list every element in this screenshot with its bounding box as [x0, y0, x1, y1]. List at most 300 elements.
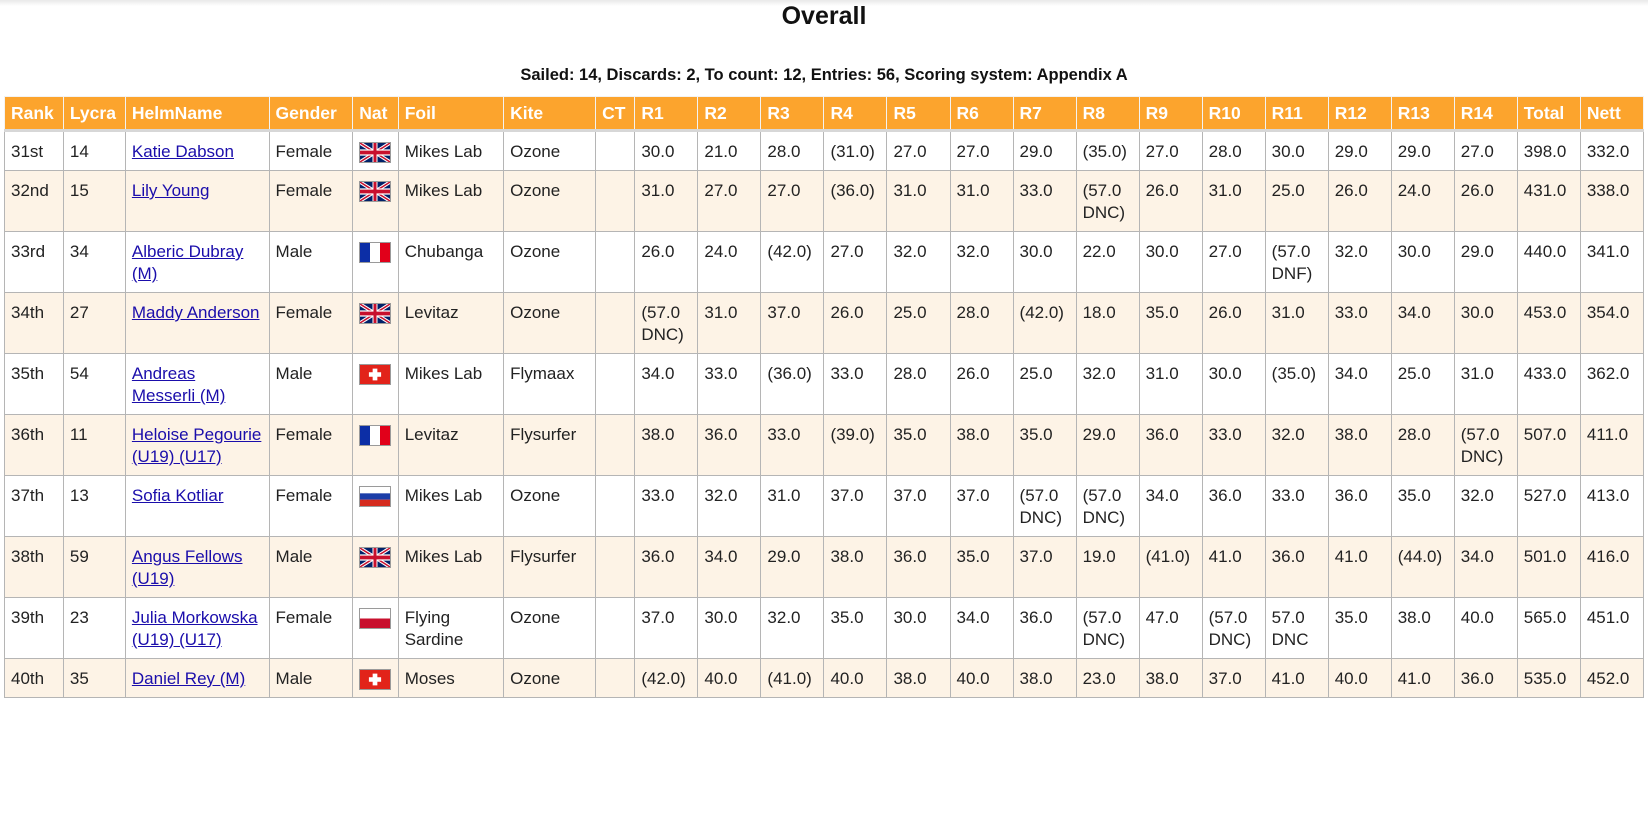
nett-cell: 411.0 [1580, 415, 1643, 476]
total-cell: 453.0 [1517, 293, 1580, 354]
helm-name-cell [125, 659, 269, 698]
col-header-r14[interactable]: R14 [1454, 97, 1517, 131]
gender-cell: Female [269, 131, 353, 171]
flag-pol-icon [359, 608, 391, 629]
table-row [5, 293, 1644, 354]
race-14-score: 30.0 [1454, 293, 1517, 354]
race-9-score: (41.0) [1139, 537, 1202, 598]
race-9-score: 35.0 [1139, 293, 1202, 354]
race-11-score: 36.0 [1265, 537, 1328, 598]
race-8-score: (57.0 DNC) [1076, 171, 1139, 232]
rank-cell: 38th [5, 537, 64, 598]
gender-cell: Female [269, 415, 353, 476]
nat-cell [353, 598, 398, 659]
foil-cell: Levitaz [398, 415, 503, 476]
race-5-score: 37.0 [887, 476, 950, 537]
flag-sui-icon [359, 364, 391, 385]
helm-name-cell [125, 293, 269, 354]
race-6-score: 40.0 [950, 659, 1013, 698]
rank-cell: 39th [5, 598, 64, 659]
race-10-score: 27.0 [1202, 232, 1265, 293]
nat-cell [353, 415, 398, 476]
race-7-score: 38.0 [1013, 659, 1076, 698]
race-10-score: 28.0 [1202, 131, 1265, 171]
nat-cell [353, 354, 398, 415]
race-2-score: 32.0 [698, 476, 761, 537]
race-4-score: 27.0 [824, 232, 887, 293]
ct-cell [596, 415, 635, 476]
page-title: Overall [781, 2, 867, 30]
col-header-total[interactable]: Total [1517, 97, 1580, 131]
nat-cell [353, 171, 398, 232]
race-13-score: 35.0 [1391, 476, 1454, 537]
race-5-score: 32.0 [887, 232, 950, 293]
race-12-score: 32.0 [1328, 232, 1391, 293]
col-header-r5[interactable]: R5 [887, 97, 950, 131]
rank-cell: 31st [5, 131, 64, 171]
race-2-score: 36.0 [698, 415, 761, 476]
race-11-score: 30.0 [1265, 131, 1328, 171]
race-2-score: 30.0 [698, 598, 761, 659]
race-9-score: 26.0 [1139, 171, 1202, 232]
race-8-score: (57.0 DNC) [1076, 598, 1139, 659]
race-11-score: (35.0) [1265, 354, 1328, 415]
race-13-score: 28.0 [1391, 415, 1454, 476]
race-14-score: (57.0 DNC) [1454, 415, 1517, 476]
race-14-score: 40.0 [1454, 598, 1517, 659]
col-header-r11[interactable]: R11 [1265, 97, 1328, 131]
race-6-score: 38.0 [950, 415, 1013, 476]
nett-cell: 332.0 [1580, 131, 1643, 171]
race-14-score: 26.0 [1454, 171, 1517, 232]
helm-name-cell [125, 537, 269, 598]
col-header-nat[interactable]: Nat [353, 97, 398, 131]
helm-name-cell [125, 415, 269, 476]
race-7-score: 36.0 [1013, 598, 1076, 659]
results-body [5, 131, 1644, 698]
gender-cell: Female [269, 476, 353, 537]
helm-name-cell [125, 354, 269, 415]
race-10-score: 36.0 [1202, 476, 1265, 537]
ct-cell [596, 171, 635, 232]
nett-cell: 338.0 [1580, 171, 1643, 232]
race-5-score: 25.0 [887, 293, 950, 354]
kite-cell: Ozone [504, 131, 596, 171]
race-7-score: 29.0 [1013, 131, 1076, 171]
total-cell: 501.0 [1517, 537, 1580, 598]
race-8-score: 18.0 [1076, 293, 1139, 354]
col-header-r13[interactable]: R13 [1391, 97, 1454, 131]
race-5-score: 27.0 [887, 131, 950, 171]
race-13-score: 25.0 [1391, 354, 1454, 415]
kite-cell: Ozone [504, 659, 596, 698]
foil-cell: Flying Sardine [398, 598, 503, 659]
race-2-score: 40.0 [698, 659, 761, 698]
race-6-score: 27.0 [950, 131, 1013, 171]
total-cell: 431.0 [1517, 171, 1580, 232]
table-row [5, 131, 1644, 171]
helm-name-link[interactable]: Julia Morkowska (U19) (U17) [131, 608, 258, 649]
race-5-score: 30.0 [887, 598, 950, 659]
race-4-score: (31.0) [824, 131, 887, 171]
total-cell: 440.0 [1517, 232, 1580, 293]
foil-cell: Levitaz [398, 293, 503, 354]
flag-rus-icon [359, 486, 391, 507]
race-10-score: 26.0 [1202, 293, 1265, 354]
col-header-foil[interactable]: Foil [398, 97, 503, 131]
col-header-r8[interactable]: R8 [1076, 97, 1139, 131]
nett-cell: 416.0 [1580, 537, 1643, 598]
race-10-score: 37.0 [1202, 659, 1265, 698]
col-header-helmname[interactable]: HelmName [125, 97, 269, 131]
nat-cell [353, 476, 398, 537]
kite-cell: Flysurfer [504, 537, 596, 598]
race-13-score: 29.0 [1391, 131, 1454, 171]
lycra-cell: 13 [63, 476, 125, 537]
flag-gbr-icon [359, 303, 391, 324]
race-7-score: 30.0 [1013, 232, 1076, 293]
race-8-score: 23.0 [1076, 659, 1139, 698]
nett-cell: 354.0 [1580, 293, 1643, 354]
race-4-score: (36.0) [824, 171, 887, 232]
race-4-score: (39.0) [824, 415, 887, 476]
race-13-score: (44.0) [1391, 537, 1454, 598]
rank-cell: 37th [5, 476, 64, 537]
total-cell: 535.0 [1517, 659, 1580, 698]
ct-cell [596, 537, 635, 598]
col-header-r4[interactable]: R4 [824, 97, 887, 131]
race-1-score: 37.0 [635, 598, 698, 659]
race-9-score: 47.0 [1139, 598, 1202, 659]
race-6-score: 34.0 [950, 598, 1013, 659]
race-3-score: 29.0 [761, 537, 824, 598]
kite-cell: Ozone [504, 476, 596, 537]
race-1-score: 30.0 [635, 131, 698, 171]
race-5-score: 36.0 [887, 537, 950, 598]
col-header-r7[interactable]: R7 [1013, 97, 1076, 131]
col-header-kite[interactable]: Kite [504, 97, 596, 131]
col-header-r1[interactable]: R1 [635, 97, 698, 131]
race-8-score: 19.0 [1076, 537, 1139, 598]
table-row [5, 232, 1644, 293]
race-11-score: 25.0 [1265, 171, 1328, 232]
helm-name-link[interactable]: Heloise Pegourie (U19) (U17) [131, 425, 262, 466]
race-13-score: 38.0 [1391, 598, 1454, 659]
nett-cell: 452.0 [1580, 659, 1643, 698]
helm-name-link[interactable]: Angus Fellows (U19) [131, 547, 243, 588]
total-cell: 507.0 [1517, 415, 1580, 476]
race-4-score: 37.0 [824, 476, 887, 537]
helm-name-link[interactable]: Daniel Rey (M) [131, 669, 246, 688]
race-9-score: 34.0 [1139, 476, 1202, 537]
race-7-score: 35.0 [1013, 415, 1076, 476]
gender-cell: Female [269, 293, 353, 354]
race-6-score: 35.0 [950, 537, 1013, 598]
race-8-score: (35.0) [1076, 131, 1139, 171]
ct-cell [596, 659, 635, 698]
race-4-score: 33.0 [824, 354, 887, 415]
lycra-cell: 15 [63, 171, 125, 232]
total-cell: 398.0 [1517, 131, 1580, 171]
col-header-ct[interactable]: CT [596, 97, 635, 131]
race-13-score: 41.0 [1391, 659, 1454, 698]
col-header-r10[interactable]: R10 [1202, 97, 1265, 131]
race-3-score: 28.0 [761, 131, 824, 171]
race-11-score: 33.0 [1265, 476, 1328, 537]
gender-cell: Male [269, 354, 353, 415]
nett-cell: 451.0 [1580, 598, 1643, 659]
flag-sui-icon [359, 669, 391, 690]
nett-cell: 341.0 [1580, 232, 1643, 293]
race-1-score: 36.0 [635, 537, 698, 598]
kite-cell: Flymaax [504, 354, 596, 415]
kite-cell: Ozone [504, 293, 596, 354]
race-4-score: 38.0 [824, 537, 887, 598]
race-7-score: 37.0 [1013, 537, 1076, 598]
col-header-r3[interactable]: R3 [761, 97, 824, 131]
kite-cell: Ozone [504, 171, 596, 232]
race-2-score: 24.0 [698, 232, 761, 293]
race-3-score: 33.0 [761, 415, 824, 476]
rank-cell: 32nd [5, 171, 64, 232]
race-2-score: 33.0 [698, 354, 761, 415]
gender-cell: Male [269, 659, 353, 698]
helm-name-link[interactable]: Katie Dabson [131, 142, 234, 161]
table-row [5, 415, 1644, 476]
race-12-score: 33.0 [1328, 293, 1391, 354]
rank-cell: 36th [5, 415, 64, 476]
race-14-score: 34.0 [1454, 537, 1517, 598]
race-4-score: 40.0 [824, 659, 887, 698]
race-3-score: (36.0) [761, 354, 824, 415]
helm-name-cell [125, 131, 269, 171]
kite-cell: Flysurfer [504, 415, 596, 476]
race-2-score: 34.0 [698, 537, 761, 598]
table-row [5, 476, 1644, 537]
lycra-cell: 59 [63, 537, 125, 598]
col-header-nett[interactable]: Nett [1580, 97, 1643, 131]
total-cell: 433.0 [1517, 354, 1580, 415]
race-7-score: 25.0 [1013, 354, 1076, 415]
race-5-score: 31.0 [887, 171, 950, 232]
race-1-score: 34.0 [635, 354, 698, 415]
race-12-score: 38.0 [1328, 415, 1391, 476]
race-14-score: 32.0 [1454, 476, 1517, 537]
ct-cell [596, 476, 635, 537]
col-header-gender[interactable]: Gender [269, 97, 353, 131]
race-11-score: 57.0 DNC [1265, 598, 1328, 659]
race-11-score: 41.0 [1265, 659, 1328, 698]
table-row [5, 598, 1644, 659]
race-12-score: 34.0 [1328, 354, 1391, 415]
kite-cell: Ozone [504, 232, 596, 293]
race-3-score: 32.0 [761, 598, 824, 659]
race-1-score: 26.0 [635, 232, 698, 293]
lycra-cell: 23 [63, 598, 125, 659]
ct-cell [596, 354, 635, 415]
race-12-score: 35.0 [1328, 598, 1391, 659]
race-6-score: 28.0 [950, 293, 1013, 354]
race-4-score: 26.0 [824, 293, 887, 354]
race-1-score: (57.0 DNC) [635, 293, 698, 354]
race-12-score: 26.0 [1328, 171, 1391, 232]
helm-name-link[interactable]: Sofia Kotliar [131, 486, 224, 505]
race-9-score: 30.0 [1139, 232, 1202, 293]
col-header-r9[interactable]: R9 [1139, 97, 1202, 131]
race-6-score: 26.0 [950, 354, 1013, 415]
race-3-score: 31.0 [761, 476, 824, 537]
race-4-score: 35.0 [824, 598, 887, 659]
race-5-score: 38.0 [887, 659, 950, 698]
race-9-score: 38.0 [1139, 659, 1202, 698]
race-10-score: 33.0 [1202, 415, 1265, 476]
race-2-score: 27.0 [698, 171, 761, 232]
helm-name-link[interactable]: Maddy Anderson [131, 303, 260, 322]
ct-cell [596, 598, 635, 659]
race-9-score: 31.0 [1139, 354, 1202, 415]
gender-cell: Female [269, 598, 353, 659]
rank-cell: 34th [5, 293, 64, 354]
col-header-r12[interactable]: R12 [1328, 97, 1391, 131]
race-12-score: 36.0 [1328, 476, 1391, 537]
lycra-cell: 54 [63, 354, 125, 415]
helm-name-cell [125, 476, 269, 537]
helm-name-cell [125, 232, 269, 293]
col-header-r6[interactable]: R6 [950, 97, 1013, 131]
foil-cell: Chubanga [398, 232, 503, 293]
race-2-score: 31.0 [698, 293, 761, 354]
helm-name-link[interactable]: Alberic Dubray (M) [131, 242, 244, 283]
nett-cell: 362.0 [1580, 354, 1643, 415]
flag-gbr-icon [359, 142, 391, 163]
foil-cell: Mikes Lab [398, 476, 503, 537]
race-12-score: 29.0 [1328, 131, 1391, 171]
gender-cell: Female [269, 171, 353, 232]
nat-cell [353, 659, 398, 698]
race-7-score: 33.0 [1013, 171, 1076, 232]
results-table [4, 96, 1644, 698]
race-14-score: 27.0 [1454, 131, 1517, 171]
col-header-lycra[interactable]: Lycra [63, 97, 125, 131]
helm-name-link[interactable]: Andreas Messerli (M) [131, 364, 226, 405]
race-6-score: 37.0 [950, 476, 1013, 537]
flag-gbr-icon [359, 547, 391, 568]
col-header-rank[interactable]: Rank [5, 97, 64, 131]
table-header-row [5, 97, 1644, 131]
race-5-score: 28.0 [887, 354, 950, 415]
race-14-score: 29.0 [1454, 232, 1517, 293]
race-13-score: 34.0 [1391, 293, 1454, 354]
nat-cell [353, 131, 398, 171]
race-6-score: 32.0 [950, 232, 1013, 293]
rank-cell: 33rd [5, 232, 64, 293]
flag-fra-icon [359, 425, 391, 446]
table-row [5, 354, 1644, 415]
ct-cell [596, 293, 635, 354]
race-7-score: (42.0) [1013, 293, 1076, 354]
lycra-cell: 11 [63, 415, 125, 476]
race-13-score: 24.0 [1391, 171, 1454, 232]
flag-gbr-icon [359, 181, 391, 202]
lycra-cell: 34 [63, 232, 125, 293]
nat-cell [353, 537, 398, 598]
race-6-score: 31.0 [950, 171, 1013, 232]
table-row [5, 171, 1644, 232]
total-cell: 527.0 [1517, 476, 1580, 537]
race-8-score: 22.0 [1076, 232, 1139, 293]
ct-cell [596, 131, 635, 171]
lycra-cell: 14 [63, 131, 125, 171]
race-10-score: 31.0 [1202, 171, 1265, 232]
race-8-score: 29.0 [1076, 415, 1139, 476]
race-10-score: 30.0 [1202, 354, 1265, 415]
race-11-score: (57.0 DNF) [1265, 232, 1328, 293]
lycra-cell: 35 [63, 659, 125, 698]
helm-name-cell [125, 171, 269, 232]
series-summary: Sailed: 14, Discards: 2, To count: 12, Entries: 56, Scoring system: Appendix A [520, 66, 1128, 84]
race-14-score: 31.0 [1454, 354, 1517, 415]
race-8-score: (57.0 DNC) [1076, 476, 1139, 537]
race-1-score: 38.0 [635, 415, 698, 476]
race-1-score: (42.0) [635, 659, 698, 698]
race-5-score: 35.0 [887, 415, 950, 476]
table-row [5, 659, 1644, 698]
rank-cell: 40th [5, 659, 64, 698]
foil-cell: Mikes Lab [398, 537, 503, 598]
foil-cell: Mikes Lab [398, 131, 503, 171]
total-cell: 565.0 [1517, 598, 1580, 659]
race-9-score: 36.0 [1139, 415, 1202, 476]
race-7-score: (57.0 DNC) [1013, 476, 1076, 537]
race-1-score: 33.0 [635, 476, 698, 537]
gender-cell: Male [269, 232, 353, 293]
flag-fra-icon [359, 242, 391, 263]
race-11-score: 31.0 [1265, 293, 1328, 354]
col-header-r2[interactable]: R2 [698, 97, 761, 131]
ct-cell [596, 232, 635, 293]
nat-cell [353, 232, 398, 293]
race-9-score: 27.0 [1139, 131, 1202, 171]
rank-cell: 35th [5, 354, 64, 415]
foil-cell: Moses [398, 659, 503, 698]
helm-name-cell [125, 598, 269, 659]
foil-cell: Mikes Lab [398, 354, 503, 415]
race-3-score: 37.0 [761, 293, 824, 354]
race-13-score: 30.0 [1391, 232, 1454, 293]
lycra-cell: 27 [63, 293, 125, 354]
kite-cell: Ozone [504, 598, 596, 659]
race-3-score: (41.0) [761, 659, 824, 698]
nat-cell [353, 293, 398, 354]
results-table-container [4, 96, 1644, 719]
race-12-score: 40.0 [1328, 659, 1391, 698]
race-2-score: 21.0 [698, 131, 761, 171]
race-10-score: (57.0 DNC) [1202, 598, 1265, 659]
race-1-score: 31.0 [635, 171, 698, 232]
race-11-score: 32.0 [1265, 415, 1328, 476]
race-3-score: (42.0) [761, 232, 824, 293]
race-14-score: 36.0 [1454, 659, 1517, 698]
gender-cell: Male [269, 537, 353, 598]
race-10-score: 41.0 [1202, 537, 1265, 598]
race-8-score: 32.0 [1076, 354, 1139, 415]
table-row [5, 537, 1644, 598]
foil-cell: Mikes Lab [398, 171, 503, 232]
race-3-score: 27.0 [761, 171, 824, 232]
helm-name-link[interactable]: Lily Young [131, 181, 210, 200]
race-12-score: 41.0 [1328, 537, 1391, 598]
nett-cell: 413.0 [1580, 476, 1643, 537]
